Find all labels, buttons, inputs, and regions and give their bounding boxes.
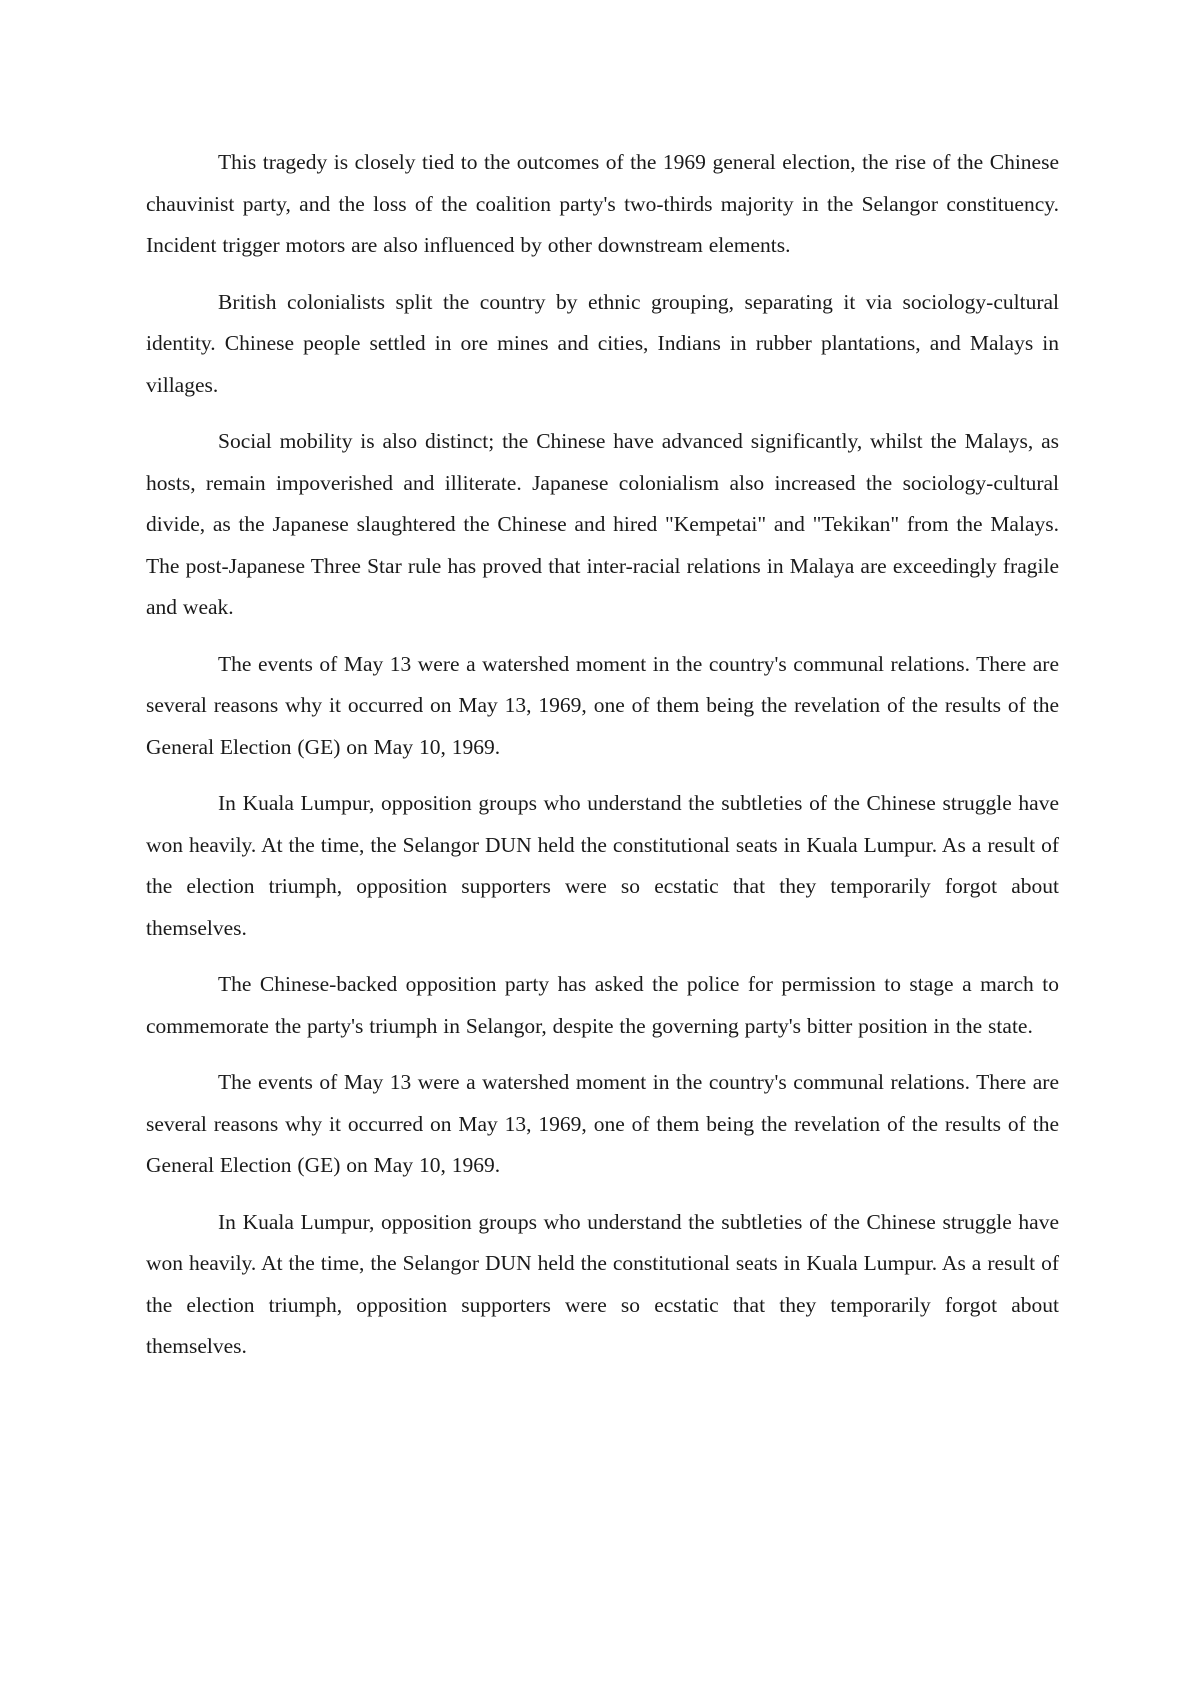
paragraph: The Chinese-backed opposition party has asked the police for permission to stage a march to commemorate the party's triumph in Selangor, despite the governing party's bitter position in the state. (146, 972, 1059, 1038)
paragraph: Social mobility is also distinct; the Chinese have advanced significantly, whilst the Malays, as hosts, remain impoverished and illiterate. Japanese colonialism also increased the sociology-cultural divide, as the Japanese slaughtered the Chinese and hired "Kempetai" and "Tekikan" from the Malays. The post-Japanese Three Star rule has proved that inter-racial relations in Malaya are exceedingly fragile and weak. (146, 429, 1059, 619)
paragraph: In Kuala Lumpur, opposition groups who understand the subtleties of the Chinese struggle have won heavily. At the time, the Selangor DUN held the constitutional seats in Kuala Lumpur. As a result of the election triumph, opposition supporters were so ecstatic that they temporarily forgot about themselves. (146, 791, 1059, 940)
paragraph: British colonialists split the country by ethnic grouping, separating it via sociology-cultural identity. Chinese people settled in ore mines and cities, Indians in rubber plantations, and Malays in villages. (146, 289, 1059, 397)
paragraph: The events of May 13 were a watershed moment in the country's communal relations. There are several reasons why it occurred on May 13, 1969, one of them being the revelation of the results of the General Election (GE) on May 10, 1969. (146, 651, 1059, 759)
paragraph: In Kuala Lumpur, opposition groups who understand the subtleties of the Chinese struggle have won heavily. At the time, the Selangor DUN held the constitutional seats in Kuala Lumpur. As a result of the election triumph, opposition supporters were so ecstatic that they temporarily forgot about themselves. (146, 1209, 1059, 1358)
document-body (146, 142, 1059, 1383)
paragraph: The events of May 13 were a watershed moment in the country's communal relations. There are several reasons why it occurred on May 13, 1969, one of them being the revelation of the results of the General Election (GE) on May 10, 1969. (146, 1070, 1059, 1177)
paragraph: This tragedy is closely tied to the outcomes of the 1969 general election, the rise of the Chinese chauvinist party, and the loss of the coalition party's two-thirds majority in the Selangor constituency. Incident trigger motors are also influenced by other downstream elements. (146, 150, 1059, 257)
